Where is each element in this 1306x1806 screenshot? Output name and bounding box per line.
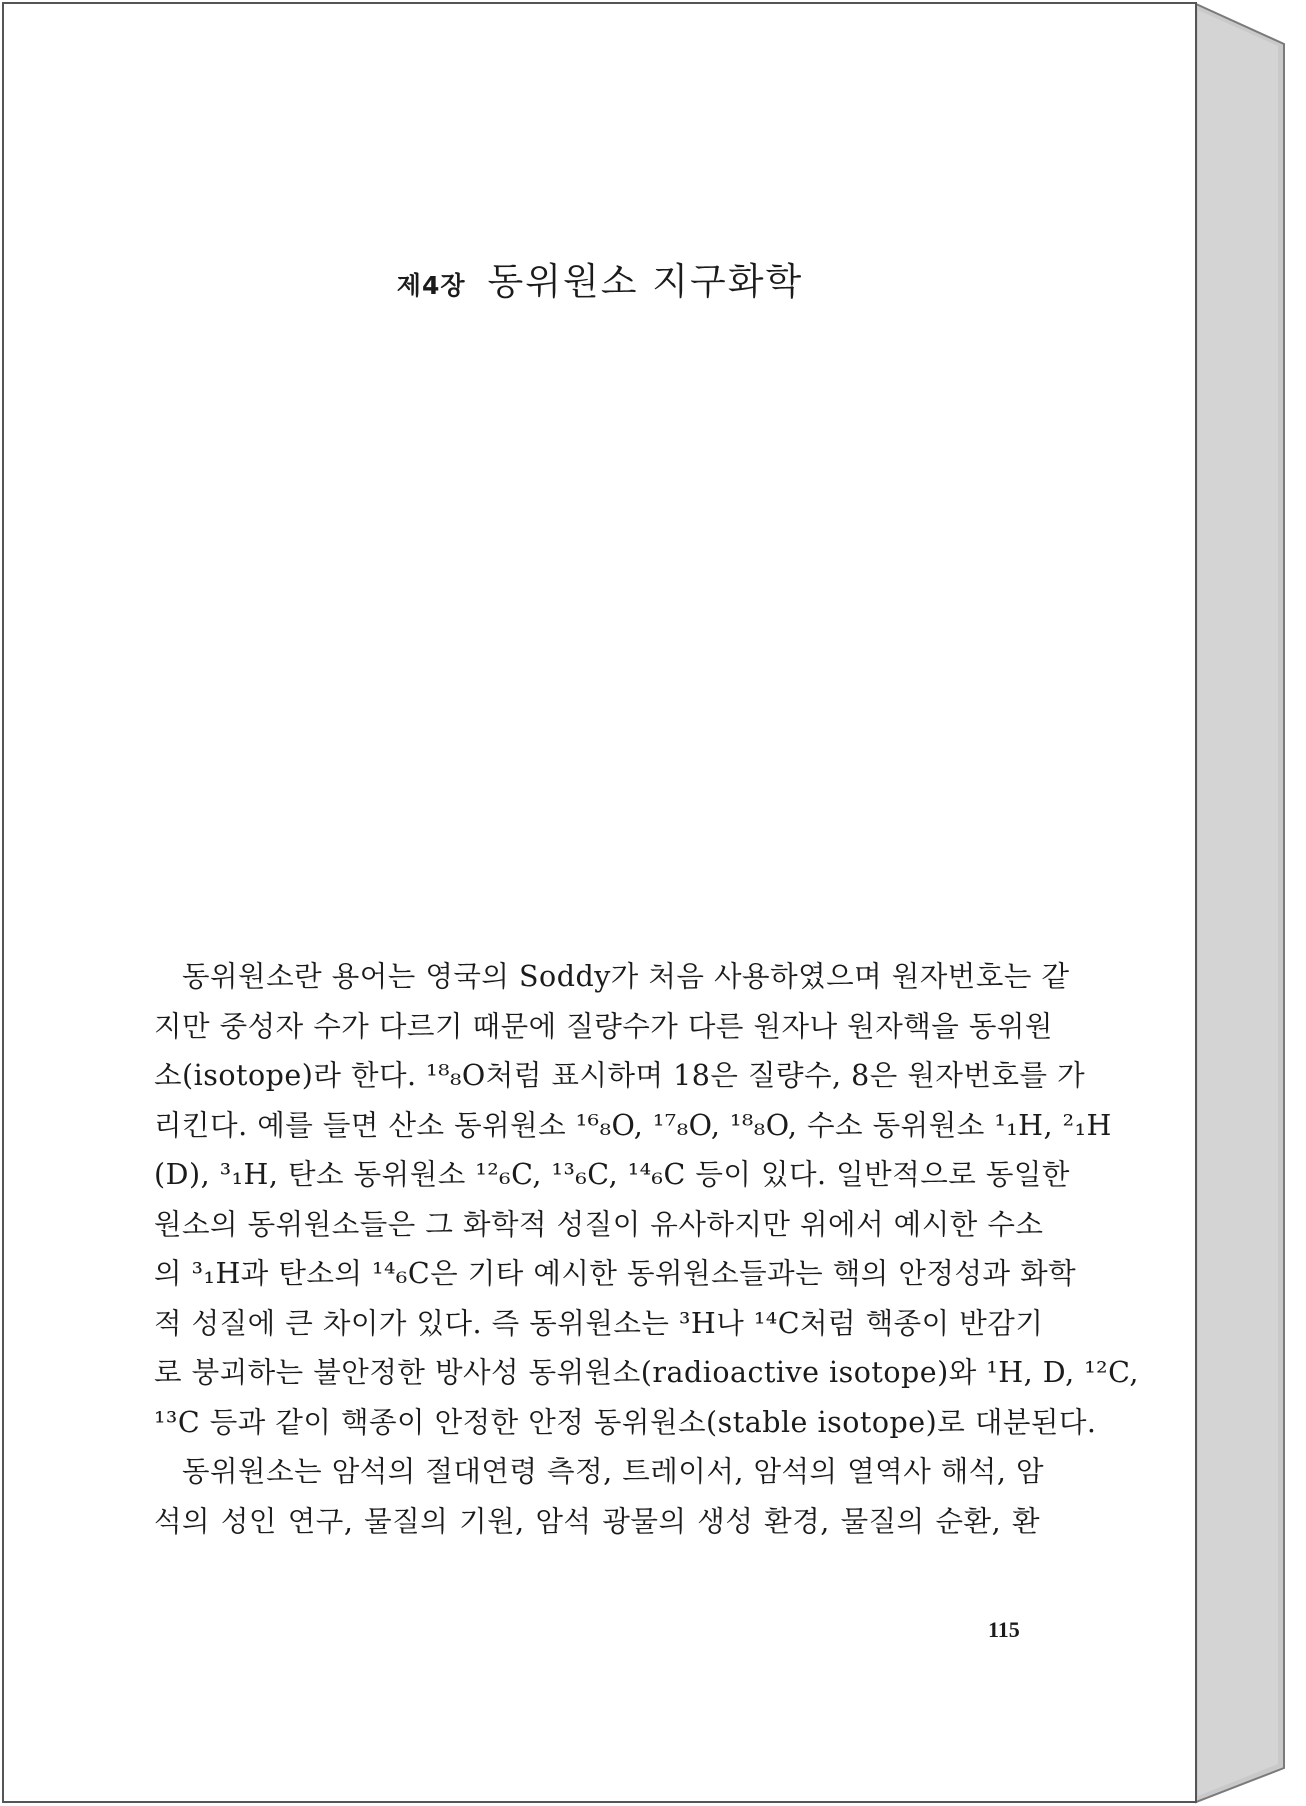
text-line: 로 붕괴하는 불안정한 방사성 동위원소(radioactive isotope)와 ¹H, D, ¹²C, xyxy=(154,1356,1139,1389)
text-line: 원소의 동위원소들은 그 화학적 성질이 유사하지만 위에서 예시한 수소 xyxy=(154,1207,1044,1241)
text-line: 소(isotope)라 한다. ¹⁸₈O처럼 표시하며 18은 질량수, 8은 원자번호를 가 xyxy=(154,1059,1086,1092)
page xyxy=(4,4,1196,1800)
text-line: 적 성질에 큰 차이가 있다. 즉 동위원소는 ³H나 ¹⁴C처럼 핵종이 반감기 xyxy=(154,1306,1044,1340)
text-line: 동위원소란 용어는 영국의 Soddy가 처음 사용하였으며 원자번호는 같 xyxy=(182,960,1070,993)
body-text xyxy=(154,952,1139,1546)
book-edge-inner xyxy=(1198,10,1278,1796)
chapter-number: 제4장 xyxy=(396,270,466,300)
text-line: (D), ³₁H, 탄소 동위원소 ¹²₆C, ¹³₆C, ¹⁴₆C 등이 있다. 일반적으로 동일한 xyxy=(154,1158,1070,1191)
text-line: 리킨다. 예를 들면 산소 동위원소 ¹⁶₈O, ¹⁷₈O, ¹⁸₈O, 수소 동위원소 ¹₁H, ²₁H xyxy=(154,1108,1112,1142)
text-line: 지만 중성자 수가 다르기 때문에 질량수가 다른 원자나 원자핵을 동위원 xyxy=(154,1009,1053,1043)
text-line: 동위원소는 암석의 절대연령 측정, 트레이서, 암석의 열역사 해석, 암 xyxy=(182,1455,1044,1488)
text-line: ¹³C 등과 같이 핵종이 안정한 안정 동위원소(stable isotope)로 대분된다. xyxy=(154,1405,1097,1439)
text-line: 의 ³₁H과 탄소의 ¹⁴₆C은 기타 예시한 동위원소들과는 핵의 안정성과 화학 xyxy=(154,1257,1077,1290)
chapter-title xyxy=(4,251,1196,305)
page-number: 115 xyxy=(988,1617,1020,1642)
chapter-name: 동위원소 지구화학 xyxy=(487,259,804,303)
text-line: 석의 성인 연구, 물질의 기원, 암석 광물의 생성 환경, 물질의 순환, 환 xyxy=(154,1504,1040,1538)
